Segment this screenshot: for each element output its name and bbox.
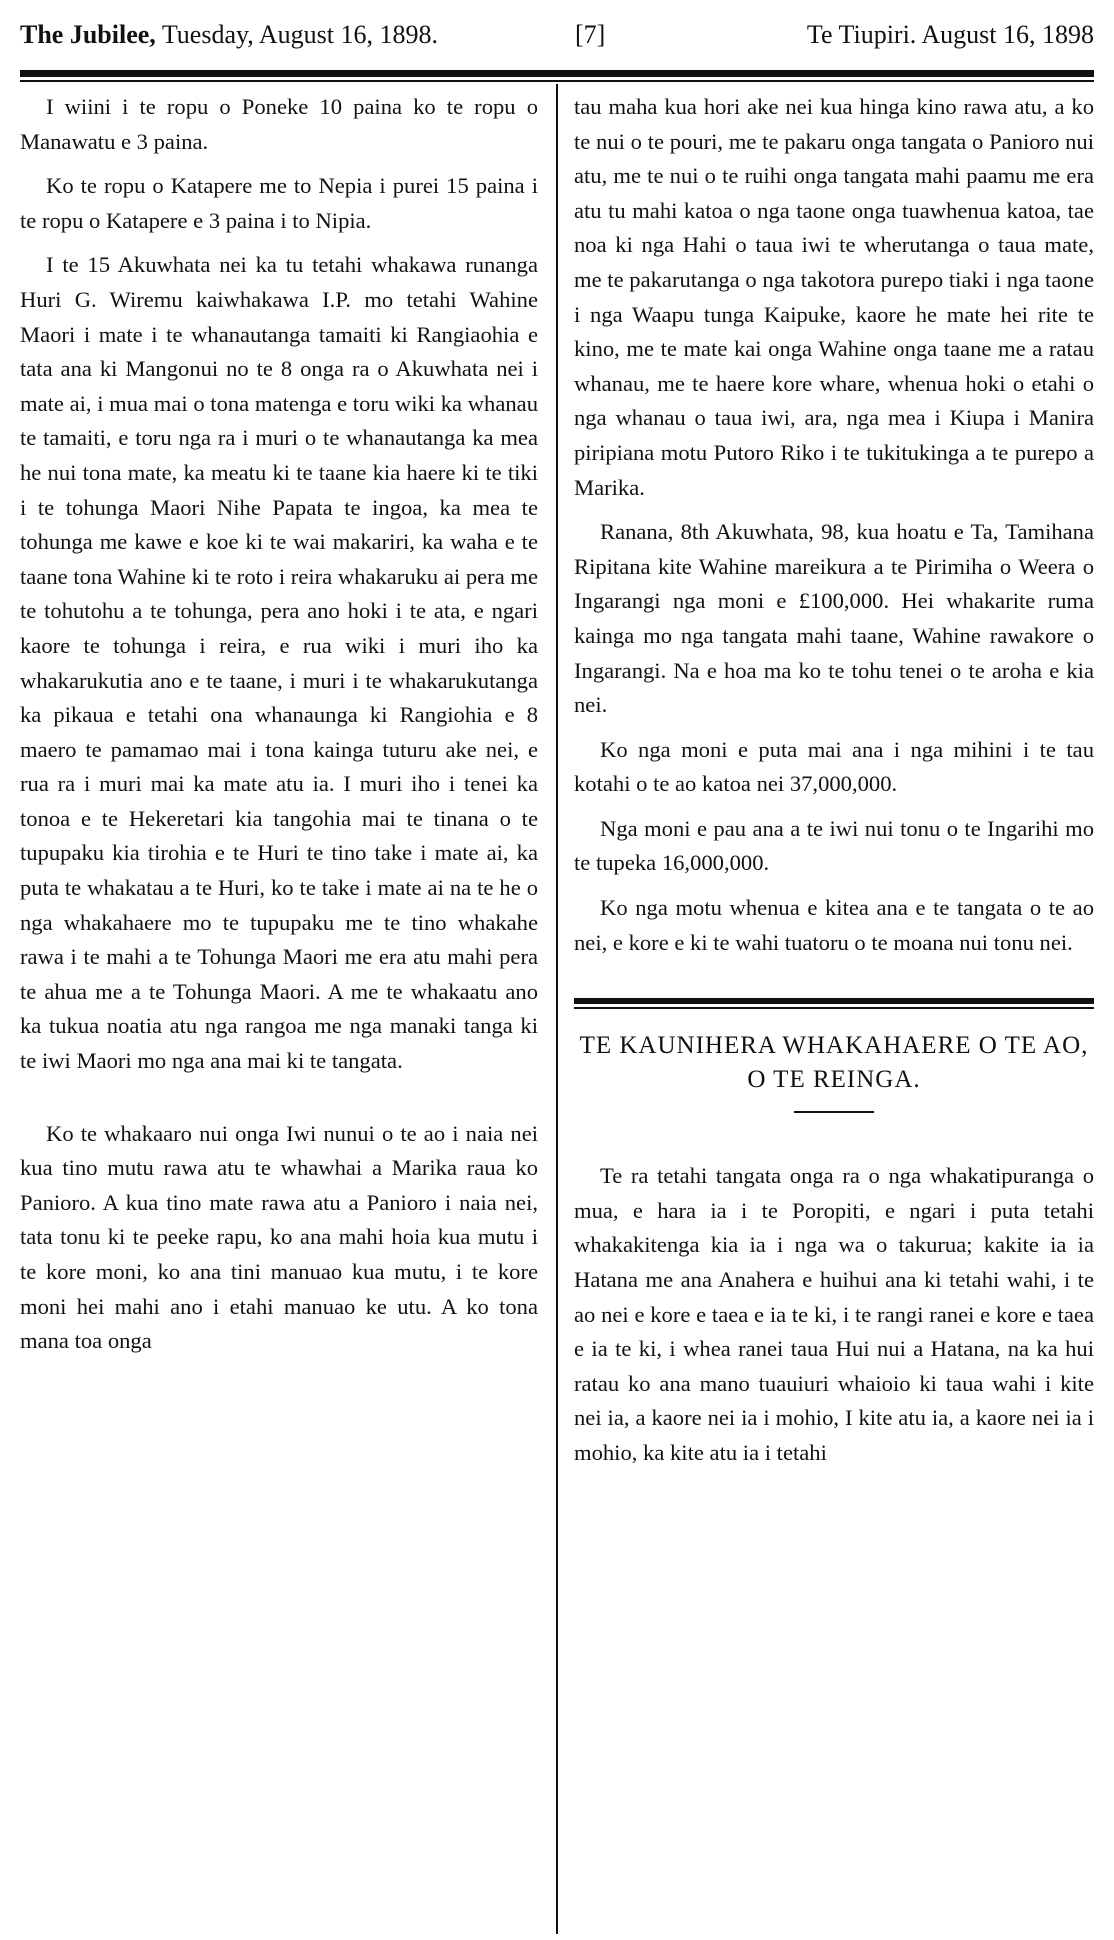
section-rule-thin <box>574 1007 1094 1009</box>
article-paragraph: Te ra tetahi tangata onga ra o nga whakatipuranga o mua, e hara ia i te Poropiti, e ngari i puta tetahi whakakitenga kia ia i nga wa o takurua; kakite ia ia Hatana me ana Anahera e huihui ana ki tetahi wahi, i te ao nei e kore e taea e ia te ki, i te rangi ranei e kore e taea e ia te ki, i whea ranei taua Hui nui a Hatana, na ka hui ratau ko ana mano tuauiuri whaioio ki taua wahi i kite nei ia, a kaore nei ia i mohio, I kite atu ia, a kaore nei ia i mohio, ka kite atu ia i tetahi <box>574 1163 1094 1465</box>
column-divider <box>556 84 558 1934</box>
masthead-date-right: Te Tiupiri. August 16, 1898 <box>806 20 1094 49</box>
article-paragraph: Ko nga motu whenua e kitea ana e te tangata o te ao nei, e kore e ki te wahi tuatoru o te moana nui tonu nei. <box>574 895 1094 955</box>
page-number: [7] <box>575 20 606 49</box>
header-rule-thin <box>20 80 1094 82</box>
article-paragraph: tau maha kua hori ake nei kua hinga kino rawa atu, a ko te nui o te pouri, me te pakaru onga tangata o Panioro nui atu, me te nui o te ruihi onga tangata mahi paamu me era atu tu mahi katoa o nga taone onga tuawhenua katoa, tae noa ki nga Hahi o taua iwi te wherutanga o taua mate, me te pakarutanga o nga takotora purepo tiaki i nga taone i nga Waapu tunga Kaipuke, kaore he mate hei rite te kino, me te mate kai onga Wahine onga taane me a ratau whanau, me te haere kore whare, whenua hoki o etahi o nga whanau o taua iwi, ara, nga mea i Kiupa i Manira piripiana motu Putoro Riko i te tukitukinga a te purepo a Marika. <box>574 94 1094 500</box>
masthead-title: The Jubilee, <box>20 20 156 49</box>
header-rule-thick <box>20 70 1094 77</box>
section-rule-thick <box>574 998 1094 1004</box>
article-paragraph: Ranana, 8th Akuwhata, 98, kua hoatu e Ta, Tamihana Ripitana kite Wahine mareikura a te Pirimiha o Weera o Ingarangi nga moni e £100,000. Hei whakarite ruma kainga mo nga tangata mahi taane, Wahine rawakore o Ingarangi. Na e hoa ma ko te tohu tenei o te aroha e kia nei. <box>574 519 1094 718</box>
article-paragraph: Ko te whakaaro nui onga Iwi nunui o te ao i naia nei kua tino mutu rawa atu te whawhai a Marika raua ko Panioro. A kua tino mate rawa atu a Panioro i naia nei, tata tonu ki te peeke rapu, ko ana mahi hoia kua mutu i te kore moni, ko ana tini manuao kua mutu, i te kore moni hei mahi ano i etahi manuao ke utu. A ko tona mana toa onga <box>20 1120 538 1354</box>
article-paragraph: Ko nga moni e puta mai ana i nga mihini i te tau kotahi o te ao katoa nei 37,000,000. <box>574 736 1094 797</box>
paragraph-gap <box>20 1089 538 1117</box>
section-heading: TE KAUNIHERA WHAKAHAERE O TE AO, O TE REINGA. <box>579 1032 1089 1094</box>
article-paragraph: Nga moni e pau ana a te iwi nui tonu o te Ingarihi mo te tupeka 16,000,000. <box>574 815 1094 876</box>
article-paragraph: I wiini i te ropu o Poneke 10 paina ko te ropu o Manawatu e 3 paina. <box>20 94 538 154</box>
article-paragraph: I te 15 Akuwhata nei ka tu tetahi whakawa runanga Huri G. Wiremu kaiwhakawa I.P. mo tetahi Wahine Maori i mate i te whanautanga tamaiti ki Rangiaohia e tata ana ki Mangonui no te 8 onga ra o Akuwhata nei i mate ai, i mua mai o tona matenga e toru wiki ka whanau te tamaiti, e toru nga ra i muri o te whanautanga ka mea he nui tona mate, ka meatu ki te taane kia haere ki te tiki i te tohunga Maori Nihe Papata te ingoa, ka mea te tohunga me kawe e koe ki te wai makariri, ka waha e te taane tona Wahine ki te roto i reira whakaruku ai pera me te tohutohu a te tohunga, pera ano hoki i te ata, e ngari kaore te tohunga i reira, e rua wiki i muri iho ka whakarukutia ano e te taane, i muri i te whakarukutanga ka pikaua e tetahi ona whanaunga ki Rangiohia e 8 maero te pamamao mai i tona kainga tuturu ake nei, e rua ra i muri mai ka mate atu ia. I muri iho i tenei ka tonoa e te Hekeretari kia tangohia mai te tinana o te tupupaku kia tirohia e te Huri te tino take i mate ai, ka puta te whakatau a te Huri, ko te take i mate ai na te he o nga whakahaere mo te tupupaku me te tino whakahe rawa i te mahi a te Tohunga Maori me era atu mahi pera te ahua me a te Tohunga Maori. A me te whakaatu ano ka tukua noatia atu nga rangoa me nga manaki tanga ki te iwi Maori mo nga ana mai ki te tangata. <box>20 252 538 1074</box>
left-column <box>20 90 538 1369</box>
masthead-left <box>20 18 438 52</box>
right-column <box>574 90 1094 1481</box>
article-paragraph: Ko te ropu o Katapere me to Nepia i purei 15 paina i te ropu o Katapere e 3 paina i to Nipia. <box>20 173 538 233</box>
masthead <box>20 18 1094 58</box>
heading-underline <box>794 1111 874 1113</box>
masthead-date-left: Tuesday, August 16, 1898. <box>155 20 438 49</box>
